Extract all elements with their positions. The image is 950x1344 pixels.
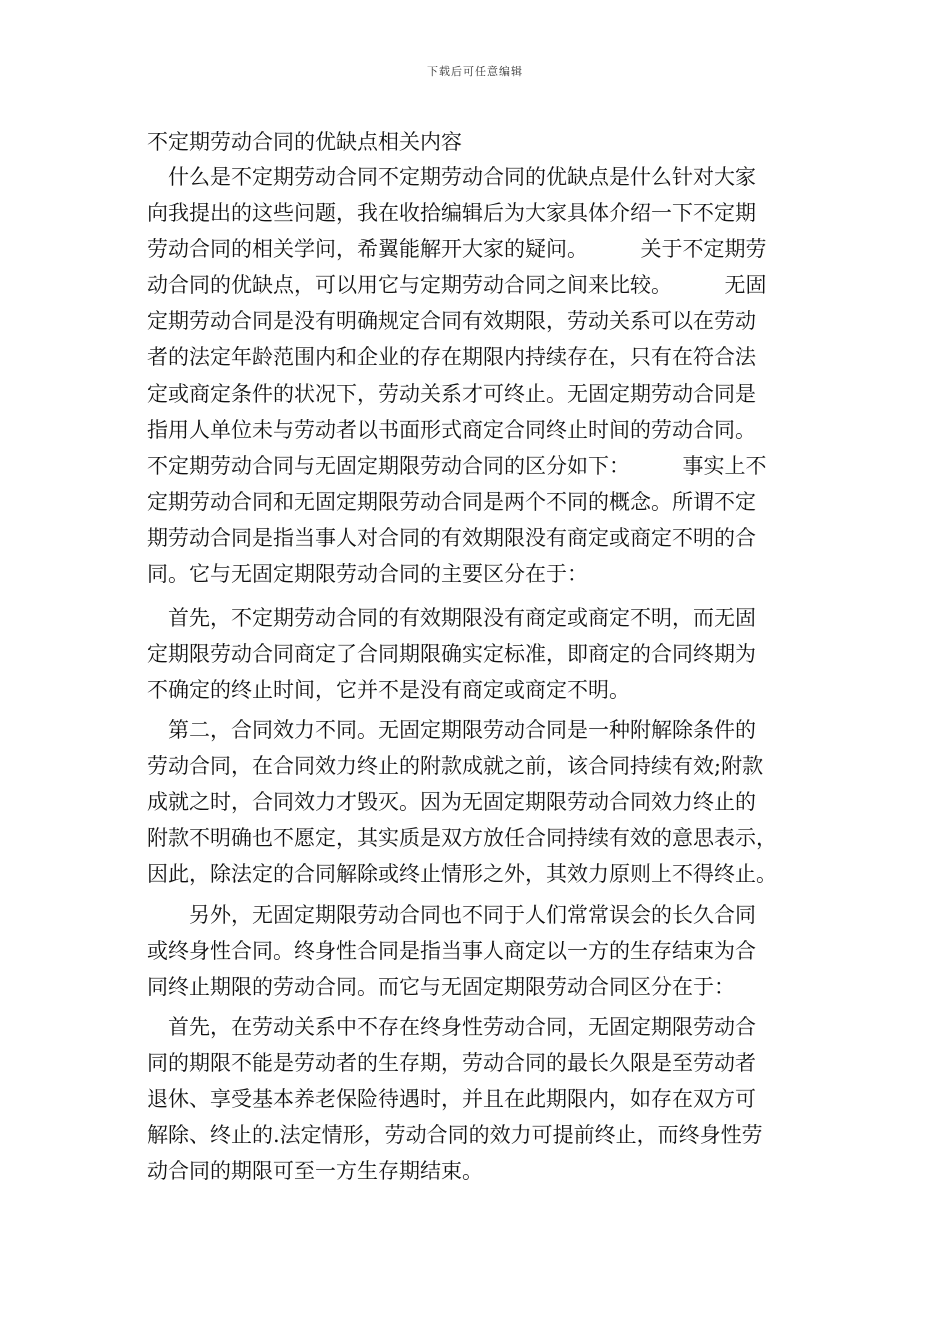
text-line: 首先，在劳动关系中不存在终身性劳动合同，无固定期限劳动合 xyxy=(147,1015,756,1039)
text-line: 第二，合同效力不同。无固定期限劳动合同是一种附解除条件的 xyxy=(147,718,756,742)
text-line: 期劳动合同是指当事人对合同的有效期限没有商定或商定不明的合 xyxy=(147,525,756,550)
header-note: 下载后可任意编辑 xyxy=(427,65,523,78)
text-line: 指用人单位未与劳动者以书面形式商定合同终止时间的劳动合同。 xyxy=(147,417,756,442)
text-line: 动合同的期限可至一方生存期结束。 xyxy=(147,1159,483,1184)
text-line: 同。它与无固定期限劳动合同的主要区分在于： xyxy=(147,562,588,587)
text-line: 者的法定年龄范围内和企业的存在期限内持续存在，只有在符合法 xyxy=(147,345,756,370)
text-line: 劳动合同的相关学问，希翼能解开大家的疑问。 关于不定期劳 xyxy=(147,237,767,262)
text-line: 向我提出的这些问题，我在收拾编辑后为大家具体介绍一下不定期 xyxy=(147,201,756,226)
paragraph-4 xyxy=(147,897,807,1005)
text-line: 因此，除法定的合同解除或终止情形之外，其效力原则上不得终止。 xyxy=(147,862,777,887)
text-line: 解除、终止的.法定情形，劳动合同的效力可提前终止，而终身性劳 xyxy=(147,1123,763,1148)
text-line: 退休、享受基本养老保险待遇时，并且在此期限内，如存在双方可 xyxy=(147,1087,756,1112)
text-line: 另外，无固定期限劳动合同也不同于人们常常误会的长久合同 xyxy=(147,903,756,927)
text-line: 首先，不定期劳动合同的有效期限没有商定或商定不明，而无固 xyxy=(147,606,756,630)
paragraph-2 xyxy=(147,600,807,708)
text-line: 附款不明确也不愿定，其实质是双方放任合同持续有效的意思表示， xyxy=(147,826,777,851)
paragraph-5 xyxy=(147,1009,807,1189)
text-line: 定期劳动合同是没有明确规定合同有效期限，劳动关系可以在劳动 xyxy=(147,309,756,334)
text-line: 或终身性合同。终身性合同是指当事人商定以一方的生存结束为合 xyxy=(147,939,756,964)
text-line: 定期限劳动合同商定了合同期限确实定标准，即商定的合同终期为 xyxy=(147,642,756,667)
text-line: 同终止期限的劳动合同。而它与无固定期限劳动合同区分在于： xyxy=(147,975,735,1000)
text-line: 劳动合同，在合同效力终止的附款成就之前，该合同持续有效;附款 xyxy=(147,754,764,779)
paragraph-1 xyxy=(147,159,807,592)
text-line: 动合同的优缺点，可以用它与定期劳动合同之间来比较。 无固 xyxy=(147,273,767,298)
text-line: 定或商定条件的状况下，劳动关系才可终止。无固定期劳动合同是 xyxy=(147,381,756,406)
text-line: 定期劳动合同和无固定期限劳动合同是两个不同的概念。所谓不定 xyxy=(147,489,756,514)
text-line: 不定期劳动合同与无固定期限劳动合同的区分如下： 事实上不 xyxy=(147,453,767,478)
text-line: 什么是不定期劳动合同不定期劳动合同的优缺点是什么针对大家 xyxy=(147,165,756,189)
text-line: 成就之时，合同效力才毁灭。因为无固定期限劳动合同效力终止的 xyxy=(147,790,756,815)
document-title: 不定期劳动合同的优缺点相关内容 xyxy=(147,130,462,154)
paragraph-3 xyxy=(147,712,807,892)
text-line: 同的期限不能是劳动者的生存期，劳动合同的最长久限是至劳动者 xyxy=(147,1051,756,1076)
text-line: 不确定的终止时间，它并不是没有商定或商定不明。 xyxy=(147,678,630,703)
